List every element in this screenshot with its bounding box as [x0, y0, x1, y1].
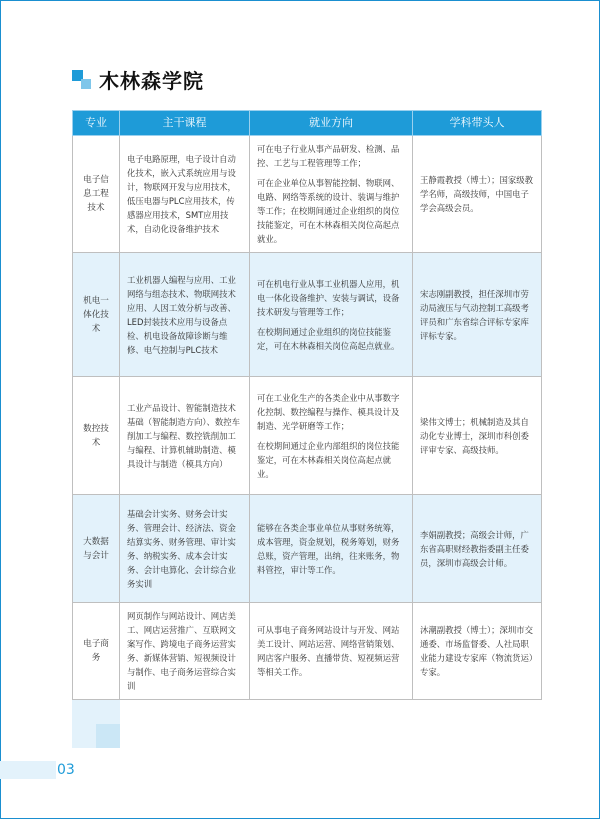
courses-cell: 工业产品设计、智能制造技术基础（智能制造方向）、数控车削加工与编程、数控铣削加工与编程、计算机辅助制造、模具设计与制造（模具方向）: [120, 377, 250, 495]
table-row: [73, 253, 542, 377]
career-paragraph: 能够在各类企事业单位从事财务统筹，成本管理，资金规划，税务筹划，财务总账，资产管理，出纳，往来账务，物料管控，审计等工作。: [257, 522, 400, 575]
career-paragraph: 在校期间通过企业内部组织的岗位技能鉴定，可在木林森相关岗位高起点就业。: [257, 440, 400, 479]
career-cell: [250, 377, 413, 495]
major-cell: 电子信息工程技术: [73, 136, 120, 253]
leader-cell: 王静霞教授（博士）；国家级教学名师，高级技师，中国电子学会高级会员。: [413, 136, 542, 253]
table-row: [73, 603, 542, 700]
leader-cell: 李娟副教授；高级会计师，广东省高职财经教指委副主任委员，深圳市高级会计师。: [413, 495, 542, 603]
major-cell: 电子商务: [73, 603, 120, 700]
table-row: [73, 377, 542, 495]
table-row: [73, 495, 542, 603]
courses-cell: 网页制作与网站设计、网店美工、网店运营推广、互联网文案写作、跨境电子商务运营实务、新媒体营销、短视频设计与制作、电子商务运营综合实训: [120, 603, 250, 700]
header-major: 专业: [73, 111, 120, 136]
courses-cell: 电子电路原理，电子设计自动化技术，嵌入式系统应用与设计，物联网开发与应用技术，低压电器与PLC应用技术，传感器应用技术，SMT应用技术，自动化设备维护技术: [120, 136, 250, 253]
curriculum-table: [72, 110, 542, 700]
leader-cell: 梁伟文博士；机械制造及其自动化专业博士，深圳市科创委评审专家、高级技师。: [413, 377, 542, 495]
leader-cell: 沐潮副教授（博士）；深圳市交通委、市场监督委、人社局职业能力建设专家库（物流货运）专家。: [413, 603, 542, 700]
career-paragraph: 可从事电子商务网站设计与开发、网站美工设计、网站运营、网络营销策划、网店客户服务、直播带货、短视频运营等相关工作。: [257, 625, 400, 677]
page-number: 03: [57, 762, 75, 778]
career-cell: [250, 495, 413, 603]
major-cell: 数控技术: [73, 377, 120, 495]
career-cell: [250, 603, 413, 700]
header-career: 就业方向: [250, 111, 413, 136]
title-square-icon: [72, 70, 92, 90]
table-header-row: [73, 111, 542, 136]
header-leader: 学科带头人: [413, 111, 542, 136]
career-cell: [250, 136, 413, 253]
major-cell: 机电一体化技术: [73, 253, 120, 377]
courses-cell: 基础会计实务、财务会计实务、管理会计、经济法、资金结算实务、财务管理、审计实务、纳税实务、成本会计实务、会计电算化、会计综合业务实训: [120, 495, 250, 603]
courses-cell: 工业机器人编程与应用、工业网络与组态技术、物联网技术应用、人因工效分析与改善、LED封装技术应用与设备点检、机电设备故障诊断与维修、电气控制与PLC技术: [120, 253, 250, 377]
career-paragraph: 可在电子行业从事产品研发、检测、品控、工艺与工程管理等工作；: [257, 144, 400, 168]
decorative-squares: [72, 700, 120, 748]
page-title: 木林森学院: [99, 69, 204, 93]
career-paragraph: 可在工业化生产的各类企业中从事数字化控制、数控编程与操作、模具设计及制造、光学研磨等工作；: [257, 392, 400, 431]
header-courses: 主干课程: [120, 111, 250, 136]
major-cell: 大数据与会计: [73, 495, 120, 603]
career-paragraph: 在校期间通过企业组织的岗位技能鉴定，可在木林森相关岗位高起点就业。: [257, 326, 400, 351]
table-row: [73, 136, 542, 253]
page-number-block: [0, 761, 120, 779]
leader-cell: 宋志刚副教授，担任深圳市劳动局液压与气动控制工高级考评员和广东省综合评标专家库评标专家。: [413, 253, 542, 377]
career-cell: [250, 253, 413, 377]
career-paragraph: 可在企业单位从事智能控制、物联网、电路、网络等系统的设计、装调与维护等工作；在校期间通过企业组织的岗位技能鉴定，可在木林森相关岗位高起点就业。: [257, 178, 400, 244]
career-paragraph: 可在机电行业从事工业机器人应用，机电一体化设备维护、安装与调试，设备技术研发与管理等工作；: [257, 278, 400, 317]
